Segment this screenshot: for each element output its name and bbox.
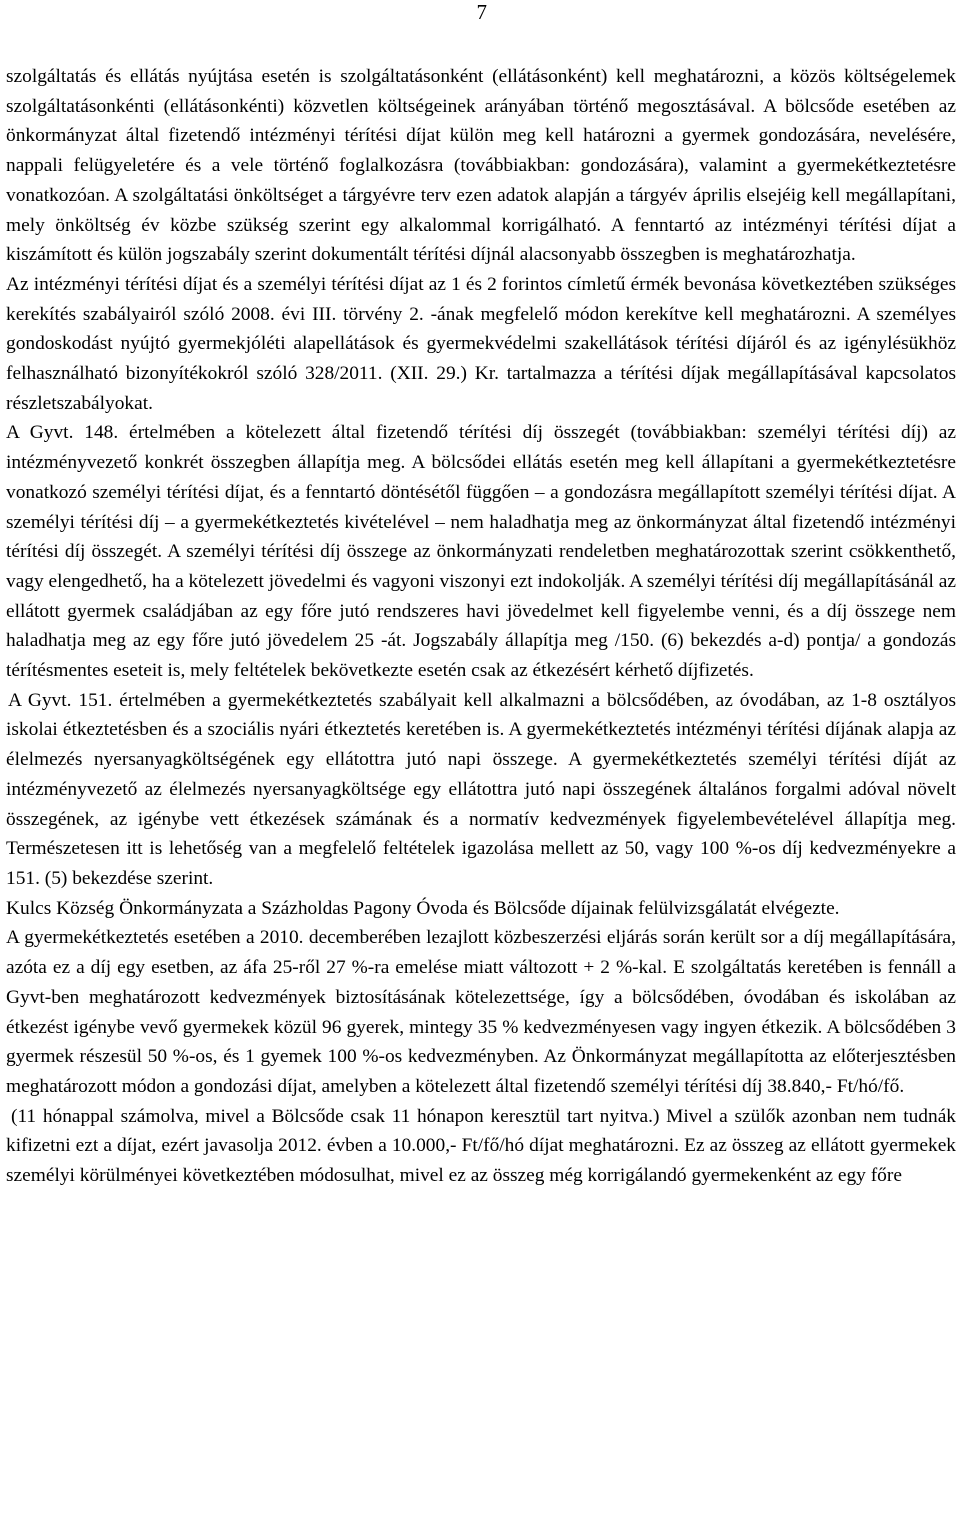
paragraph-gyvt-151: A Gyvt. 151. értelmében a gyermekétkeztetés szabályait kell alkalmazni a bölcsődében, az óvodában, az 1-8 osztályos iskolai étkeztetésben és a szociális nyári étkeztetés keretében is. A gyermekétkeztetés intézményi térítési díjának alapja az élelmezés nyersanyagköltségének egy ellátottra jutó napi összege. A gyermekétkeztetés személyi térítési díját az intézményvezető az élelmezés nyersanyagköltsége egy ellátottra jutó napi összegének általános forgalmi adóval növelt összegének, az igénybe vett étkezések számának és a normatív kedvezmények figyelembevételével állapítja meg. Természetesen itt is lehetőség van a megfelelő feltételek igazolása mellett az 50, vagy 100 %-os díj kedvezményekre a 151. (5) bekezdése szerint. — [6, 689, 956, 889]
page-number: 7 — [476, 0, 487, 24]
paragraph-service-costs: szolgáltatás és ellátás nyújtása esetén is szolgáltatásonként (ellátásonként) kell meghatározni, a közös költségelemek szolgáltatásonkénti (ellátásonkénti) közvetlen költségeinek arányában történő megosztásával. A bölcsőde esetében az önkormányzat által fizetendő intézményi térítési díjat külön meg kell határozni a gyermek gondozására, nevelésére, nappali felügyeletére és a vele történő foglalkozásra (továbbiakban: gondozására), valamint a gyermekétkeztetésre vonatkozóan. A szolgáltatási önköltséget a tárgyévre terv ezen adatok alapján a tárgyév április elsejéig kell megállapítani, mely önköltség év közbe szükség szerint egy alkalommal korrigálható. A fenntartó az intézményi térítési díjat a kiszámított és külön jogszabály szerint dokumentált térítési díjnál alacsonyabb összegben is meghatározhatja. — [6, 66, 956, 266]
paragraph-gyvt-148: A Gyvt. 148. értelmében a kötelezett által fizetendő térítési díj összegét (továbbiakban: személyi térítési díj) az intézményvezető konkrét összegben állapítja meg. A bölcsődei ellátás esetén meg kell állapítani a gyermekétkeztetésre vonatkozó személyi térítési díjat, és a fenntartó döntésétől függően – a gondozásra megállapított személyi térítési díjat. A személyi térítési díj – a gyermekétkeztetés kivételével – nem haladhatja meg az önkormányzat által fizetendő intézményi térítési díj összegét. A személyi térítési díj összege az önkormányzati rendeletben meghatározottak szerint csökkenthető, vagy elengedhető, ha a kötelezett jövedelmi és vagyoni viszonyi ezt indokolják. A személyi térítési díj megállapításánál az ellátott gyermek családjában az egy főre jutó rendszeres havi jövedelmet kell figyelembe venni, és a díj összege nem haladhatja meg az egy főre jutó jövedelem 25 -át. Jogszabály állapítja meg /150. (6) bekezdés a-d) pontja/ a gondozás térítésmentes eseteit is, mely feltételek bekövetkezte esetén csak az étkezésért kérhető díjfizetés. — [6, 422, 956, 682]
paragraph-rounding-rules: Az intézményi térítési díjat és a személyi térítési díjat az 1 és 2 forintos címletű érmék bevonása következtében szükséges kerekítés szabályairól szóló 2008. évi III. törvény 2. -ának megfelelő módon kerekítve kell meghatározni. A személyes gondoskodást nyújtó gyermekjóléti alapellátások és gyermekvédelmi szakellátások térítési díjáról és az igénylésükhöz felhasználható bizonyítékokról szóló 328/2011. (XII. 29.) Kr. tartalmazza a térítési díjak megállapításával kapcsolatos részletszabályokat. — [6, 273, 956, 414]
paragraph-child-catering: A gyermekétkeztetés esetében a 2010. decemberében lezajlott közbeszerzési eljárás során került sor a díj megállapítására, azóta ez a díj egy esetben, az áfa 25-ről 27 %-ra emelése miatt változott + 2 %-kal. E szolgáltatás keretében is fennáll a Gyvt-ben meghatározott kedvezmények biztosításának kötelezettsége, így a bölcsődében, óvodában és iskolában az étkezést igénybe vevő gyermekek közül 96 gyerek, mintegy 35 % kedvezményesen vagy ingyen étkezik. A bölcsődében 3 gyermek részesül 50 %-os, és 1 gyemek 100 %-os kedvezményben. Az Önkormányzat megállapította az előterjesztésben meghatározott módon a gondozási díjat, amelyben a kötelezett által fizetendő személyi térítési díj 38.840,- Ft/hó/fő. — [6, 927, 956, 1097]
paragraph-eleven-months: (11 hónappal számolva, mivel a Bölcsőde csak 11 hónapon keresztül tart nyitva.) Mivel a szülők azonban nem tudnák kifizetni ezt a díjat, ezért javasolja 2012. évben a 10.000,- Ft/fő/hó díjat meghatározni. Ez az összeg az ellátott gyermekek személyi körülményei következtében módosulhat, mivel ez az összeg még korrigálandó gyermekenként az egy főre — [6, 1105, 956, 1187]
paragraph-kulcs-review: Kulcs Község Önkormányzata a Százholdas Pagony Óvoda és Bölcsőde díjainak felülvizsgálatát elvégezte. — [6, 897, 840, 919]
document-body — [6, 62, 956, 1191]
